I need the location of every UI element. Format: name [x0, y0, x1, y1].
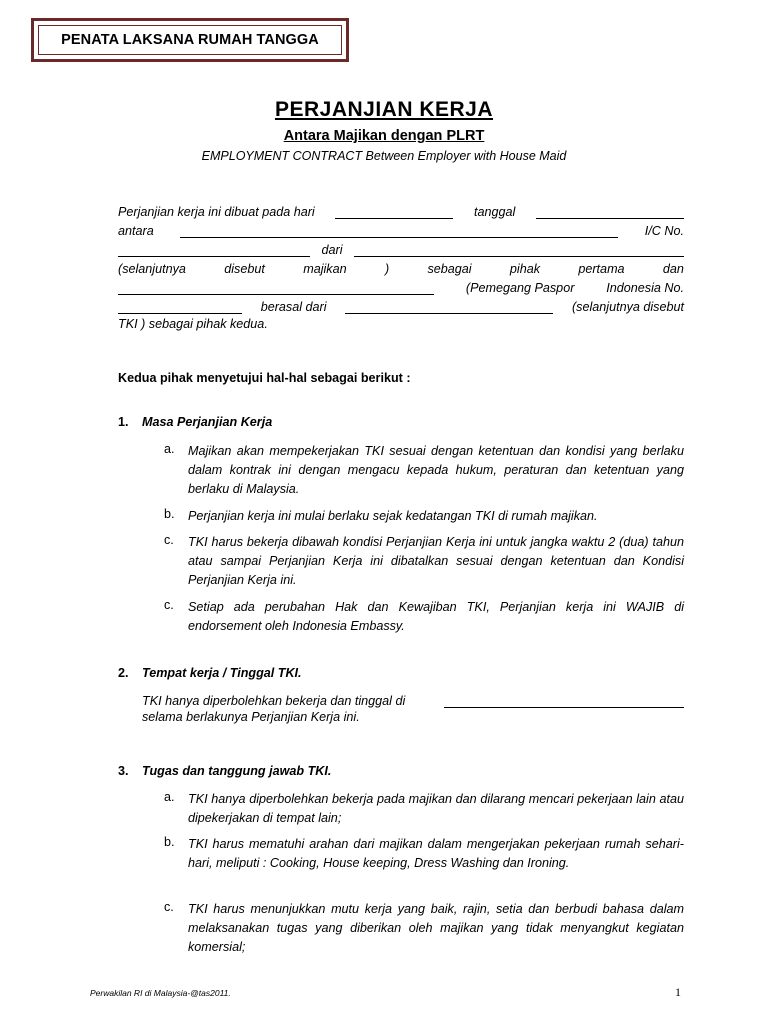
intro-word: majikan	[303, 262, 347, 276]
section-2-text: TKI hanya diperbolehkan bekerja dan tinggal di	[142, 694, 406, 708]
intro-text: Perjanjian kerja ini dibuat pada hari	[118, 205, 315, 219]
intro-line-4	[118, 260, 684, 276]
section-number: 3.	[118, 764, 129, 778]
intro-word: dan	[662, 262, 684, 276]
intro-line-1	[118, 203, 684, 219]
list-item: TKI harus menunjukkan mutu kerja yang baik, rajin, setia dan berbudi bahasa dalam melaksanakan tugas yang diberikan oleh majikan yang tidak menyangkut kegiatan komersial;	[188, 902, 684, 954]
list-item: TKI hanya diperbolehkan bekerja pada majikan dan dilarang mencari pekerjaan lain atau dipekerjakan di tempat lain;	[188, 792, 684, 825]
section-2-line-1	[142, 692, 684, 708]
date-blank[interactable]	[536, 206, 684, 219]
intro-word: pihak	[509, 262, 541, 276]
intro-text: antara	[118, 224, 154, 238]
list-item: Perjanjian kerja ini mulai berlaku sejak kedatangan TKI di rumah majikan.	[188, 509, 598, 523]
agreement-intro: Kedua pihak menyetujui hal-hal sebagai berikut :	[118, 371, 411, 385]
intro-line-3	[118, 241, 684, 257]
intro-word: (selanjutnya	[118, 262, 186, 276]
intro-text: Indonesia No.	[606, 281, 684, 295]
intro-word: disebut	[224, 262, 265, 276]
document-subtitle: Antara Majikan dengan PLRT	[283, 128, 485, 144]
party-name-blank[interactable]	[180, 225, 618, 238]
section-number: 2.	[118, 666, 129, 680]
intro-text: I/C No.	[644, 224, 684, 238]
workplace-blank[interactable]	[444, 695, 684, 708]
header-box-label: PENATA LAKSANA RUMAH TANGGA	[38, 25, 342, 55]
intro-word: )	[384, 262, 390, 276]
list-item: Majikan akan mempekerjakan TKI sesuai dengan ketentuan dan kondisi yang berlaku dalam kontrak ini dengan mengacu kepada hukum, peraturan dan ketentuan yang berlaku di Malaysia.	[188, 444, 684, 496]
intro-text: (selanjutnya disebut	[571, 300, 684, 314]
item-marker: a.	[164, 790, 175, 804]
worker-origin-blank[interactable]	[345, 301, 553, 314]
list-item: TKI harus bekerja dibawah kondisi Perjanjian Kerja ini untuk jangka waktu 2 (dua) tahun atau sampai Perjanjian Kerja ini dibatalkan sesuai dengan ketentuan dan Kondisi Perjanjian Kerja ini.	[188, 535, 684, 587]
section-title: Tugas dan tanggung jawab TKI.	[142, 764, 332, 778]
item-marker: b.	[164, 835, 175, 849]
item-marker: b.	[164, 507, 175, 521]
item-marker: c.	[164, 598, 174, 612]
document-subtitle-english: EMPLOYMENT CONTRACT Between Employer with House Maid	[201, 149, 567, 163]
day-blank[interactable]	[335, 206, 453, 219]
section-title: Masa Perjanjian Kerja	[142, 415, 273, 429]
ic-number-blank[interactable]	[118, 244, 310, 257]
document-title: PERJANJIAN KERJA	[274, 98, 494, 121]
intro-text: tanggal	[474, 205, 516, 219]
intro-word: sebagai	[427, 262, 472, 276]
item-marker: a.	[164, 442, 175, 456]
footer-text: Perwakilan RI di Malaysia-@tas2011.	[90, 988, 231, 998]
section-2-line-2: selama berlakunya Perjanjian Kerja ini.	[142, 710, 360, 724]
page-number: 1	[675, 985, 681, 999]
list-item: TKI harus mematuhi arahan dari majikan dalam mengerjakan pekerjaan rumah sehari-hari, meliputi : Cooking, House keeping, Dress Washing dan Ironing.	[188, 837, 684, 870]
intro-line-7: TKI ) sebagai pihak kedua.	[118, 317, 268, 331]
intro-text: dari	[321, 243, 343, 257]
intro-line-5	[118, 279, 684, 295]
header-box	[31, 18, 349, 62]
intro-line-6	[118, 298, 684, 314]
intro-text: berasal dari	[260, 300, 327, 314]
item-marker: c.	[164, 533, 174, 547]
section-number: 1.	[118, 415, 129, 429]
passport-number-blank[interactable]	[118, 301, 242, 314]
section-title: Tempat kerja / Tinggal TKI.	[142, 666, 302, 680]
item-marker: c.	[164, 900, 174, 914]
origin-blank[interactable]	[354, 244, 684, 257]
intro-line-2	[118, 222, 684, 238]
worker-name-blank[interactable]	[118, 282, 434, 295]
intro-word: pertama	[578, 262, 625, 276]
intro-text: (Pemegang Paspor	[465, 281, 575, 295]
list-item: Setiap ada perubahan Hak dan Kewajiban TKI, Perjanjian kerja ini WAJIB di endorsement oleh Indonesia Embassy.	[188, 600, 684, 633]
